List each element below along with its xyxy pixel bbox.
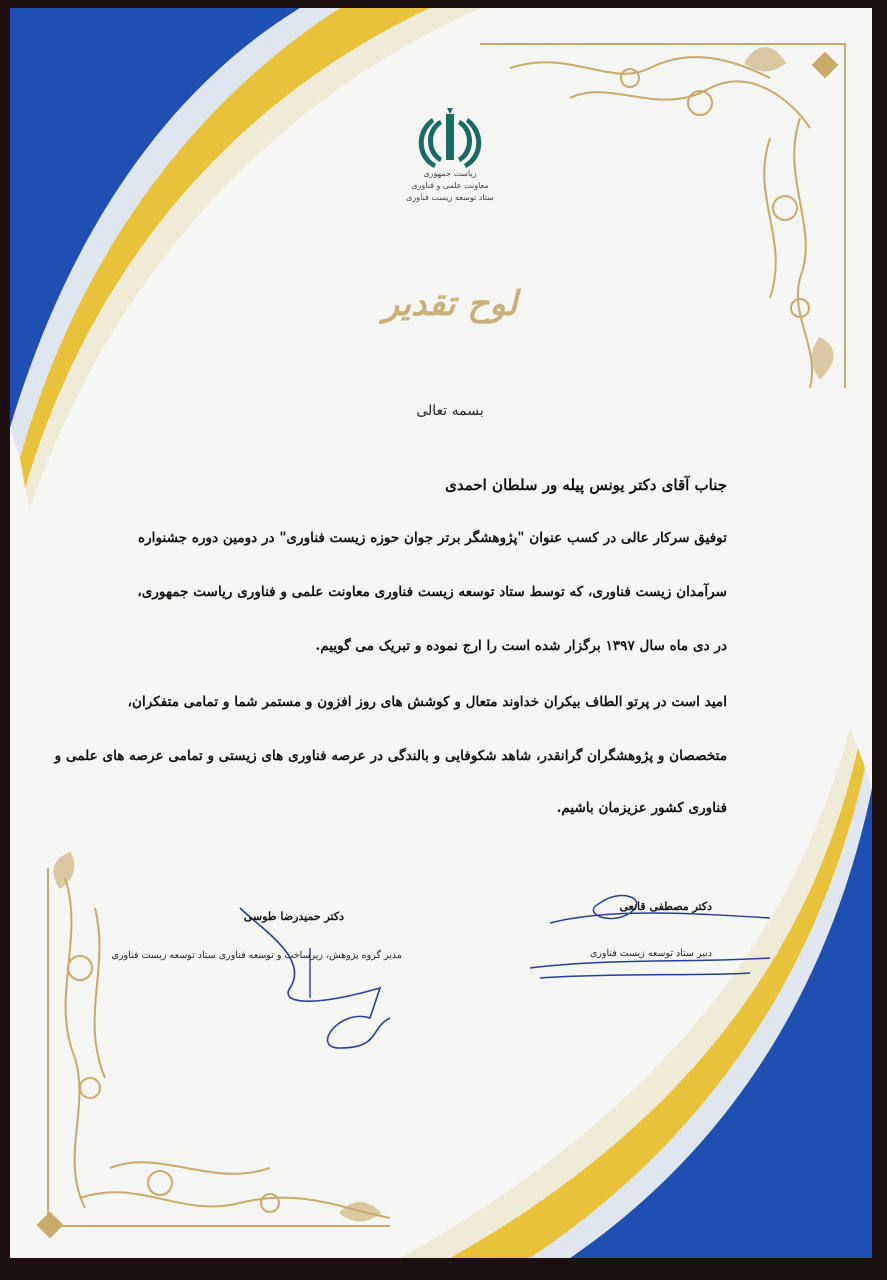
left-signature-scribble-icon: [240, 908, 390, 1048]
body-line-6: فناوری کشور عزیزمان باشیم.: [556, 800, 727, 816]
certificate-paper: [10, 8, 872, 1258]
top-right-frame-line: [480, 44, 845, 388]
bismillah-heading: بسمه تعالی: [416, 403, 484, 419]
ministry-line-2: معاونت علمی و فناوری: [411, 181, 489, 190]
body-line-3: در دی ماه سال ۱۳۹۷ برگزار شده است را ارج نموده و تبریک می گوییم.: [315, 638, 727, 654]
body-line-5: متخصصان و پژوهشگران گرانقدر، شاهد شکوفایی و بالندگی در عرصه فناوری های زیستی و تمامی عرصه های علمی و: [54, 748, 727, 764]
left-signatory-name: دکتر حمیدرضا طوسی: [243, 910, 344, 923]
left-signatory-role: مدیر گروه پژوهش، زیرساخت و توسعه فناوری ستاد توسعه زیست فناوری: [111, 950, 402, 961]
right-signatory-role: دبیر ستاد توسعه زیست فناوری: [589, 948, 712, 959]
body-line-4: امید است در پرتو الطاف بیکران خداوند متعال و کوشش های روز افزون و مستمر شما و تمامی متفکران،: [127, 694, 727, 710]
body-line-1: توفیق سرکار عالی در کسب عنوان "پژوهشگر برتر جوان حوزه زیست فناوری" در دومین دوره جشنواره: [138, 530, 727, 546]
top-right-ornament-icon: [510, 48, 837, 388]
ministry-header: [370, 113, 530, 204]
addressee-line: جناب آقای دکتر یونس پیله ور سلطان احمدی: [445, 476, 727, 494]
ministry-line-3: ستاد توسعه زیست فناوری: [406, 193, 494, 202]
ministry-line-1: ریاست جمهوری: [423, 169, 477, 178]
right-signatory-name: دکتر مصطفی قانعی: [619, 900, 712, 913]
certificate-title: لوح تقدیر: [382, 284, 518, 324]
body-line-2: سرآمدان زیست فناوری، که توسط ستاد توسعه زیست فناوری معاونت علمی و فناوری ریاست جمهوری،: [137, 584, 727, 600]
